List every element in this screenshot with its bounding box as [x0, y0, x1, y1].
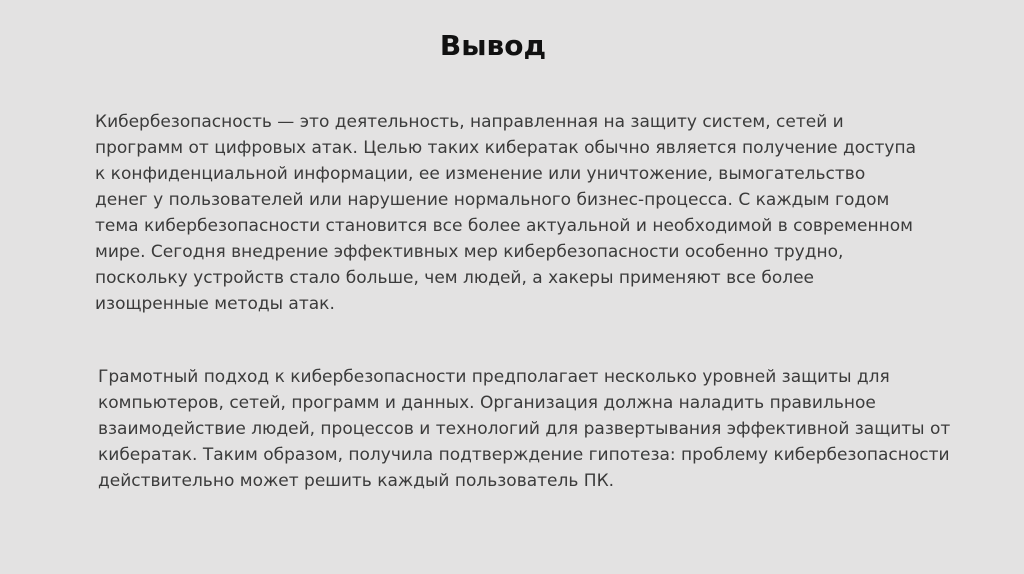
- paragraph-line: поскольку устройств стало больше, чем людей, а хакеры применяют все более: [95, 268, 815, 288]
- slide-title: Вывод: [439, 29, 547, 62]
- paragraph-line: действительно может решить каждый пользователь ПК.: [98, 471, 615, 491]
- paragraph-line: компьютеров, сетей, программ и данных. Организация должна наладить правильное: [98, 393, 876, 413]
- paragraph-line: к конфиденциальной информации, ее изменение или уничтожение, вымогательство: [95, 164, 866, 184]
- paragraph-line: кибератак. Таким образом, получила подтверждение гипотеза: проблему кибербезопасности: [98, 445, 950, 465]
- paragraph-line: взаимодействие людей, процессов и технологий для развертывания эффективной защиты от: [98, 419, 951, 439]
- paragraph-line: мире. Сегодня внедрение эффективных мер кибербезопасности особенно трудно,: [95, 242, 844, 262]
- paragraph-line: Кибербезопасность — это деятельность, направленная на защиту систем, сетей и: [95, 112, 844, 132]
- paragraph-definition: [95, 109, 916, 317]
- paragraph-line: программ от цифровых атак. Целью таких кибератак обычно является получение доступа: [95, 138, 917, 158]
- paragraph-line: Грамотный подход к кибербезопасности предполагает несколько уровней защиты для: [98, 367, 890, 387]
- paragraph-line: тема кибербезопасности становится все более актуальной и необходимой в современном: [95, 216, 913, 236]
- paragraph-line: денег у пользователей или нарушение нормального бизнес-процесса. С каждым годом: [95, 190, 890, 210]
- paragraph-line: изощренные методы атак.: [95, 294, 335, 314]
- paragraph-conclusion: [98, 364, 950, 494]
